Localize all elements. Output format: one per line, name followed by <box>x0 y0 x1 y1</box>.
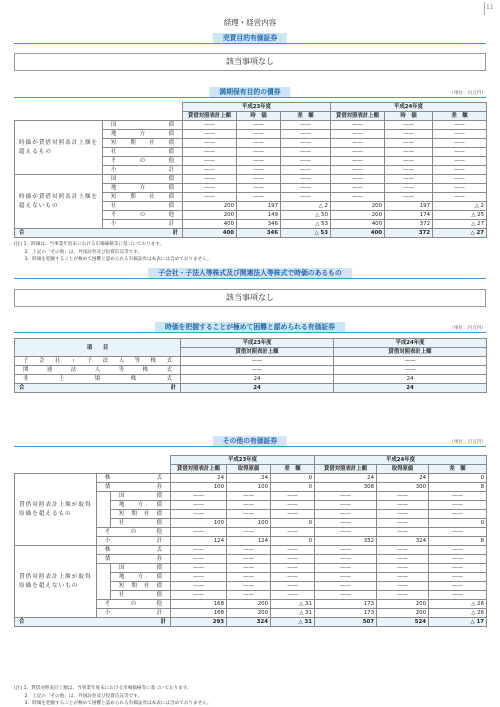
htm-col-diff-2: 差 額 <box>433 112 487 121</box>
other-cell: —— <box>377 519 429 528</box>
page-number-rule <box>484 2 485 15</box>
other-col-cost-2: 取得原価 <box>377 465 429 474</box>
difficult-cell: —— <box>181 366 334 375</box>
other-cell: —— <box>377 582 429 591</box>
other-cell: △ 31 <box>271 600 315 609</box>
htm-cell: —— <box>433 193 487 202</box>
htm-row-label: 小計 <box>103 166 183 175</box>
htm-cell: —— <box>385 148 433 157</box>
other-row-label: 債券 <box>97 555 171 564</box>
htm-cell: —— <box>433 130 487 139</box>
htm-cell: —— <box>237 139 281 148</box>
htm-cell: —— <box>281 130 331 139</box>
other-cell: 100 <box>227 519 271 528</box>
other-row-label: 短期社債 <box>111 510 171 519</box>
other-cell: —— <box>171 546 227 555</box>
htm-cell: —— <box>183 139 237 148</box>
other-cell: —— <box>315 528 377 537</box>
htm-note-line: 2．上記の「その他」は、外国証券及び投資信託等です。 <box>14 249 143 255</box>
htm-total-cell: 346 <box>237 229 281 238</box>
other-cell: —— <box>315 519 377 528</box>
other-cell: 0 <box>271 474 315 483</box>
htm-total-label: 合計 <box>15 229 183 238</box>
difficult-cell: 24 <box>181 375 334 384</box>
htm-cell: —— <box>433 157 487 166</box>
htm-cell: —— <box>237 175 281 184</box>
htm-cell: —— <box>385 121 433 130</box>
other-row-label: 国債 <box>111 564 171 573</box>
other-row-label: 社債 <box>111 591 171 600</box>
htm-group-label: 時価が貸借対照表計上額を超えるもの <box>15 121 103 175</box>
difficult-row-label: 子会社・子法人等株式 <box>15 357 181 366</box>
other-cell: —— <box>377 528 429 537</box>
other-row-label: 地方債 <box>111 501 171 510</box>
htm-cell: △ 53 <box>281 220 331 229</box>
other-note-line: 3．時価を把握することが極めて困難と認められる有価証券は本表には含めておりません。 <box>14 701 212 707</box>
other-cell: 8 <box>429 483 487 492</box>
other-cell: 100 <box>171 519 227 528</box>
htm-total-cell: △ 53 <box>281 229 331 238</box>
htm-total-cell: 400 <box>331 229 385 238</box>
other-total-cell: 293 <box>171 618 227 627</box>
other-cell: —— <box>315 582 377 591</box>
other-cell: 200 <box>377 600 429 609</box>
htm-cell: —— <box>281 148 331 157</box>
other-cell: △ 26 <box>429 609 487 618</box>
other-row-label: 短期社債 <box>111 582 171 591</box>
htm-cell: —— <box>331 184 385 193</box>
htm-cell: —— <box>331 148 385 157</box>
htm-year1-header: 平成23年度 <box>183 103 331 112</box>
other-year2-header: 平成24年度 <box>315 456 487 465</box>
htm-cell: 346 <box>237 220 281 229</box>
htm-row-label: 小計 <box>103 220 183 229</box>
other-cell: —— <box>227 591 271 600</box>
htm-cell: △ 25 <box>433 211 487 220</box>
other-cell: —— <box>429 510 487 519</box>
other-cell: △ 31 <box>271 609 315 618</box>
other-cell: —— <box>377 555 429 564</box>
difficult-col-bs-1: 貸借対照表計上額 <box>181 348 334 357</box>
htm-cell: —— <box>331 130 385 139</box>
other-cell: —— <box>171 492 227 501</box>
other-cell: —— <box>377 573 429 582</box>
other-cell: —— <box>271 582 315 591</box>
other-cell: —— <box>271 528 315 537</box>
other-cell: —— <box>429 555 487 564</box>
htm-cell: △ 2 <box>281 202 331 211</box>
other-group-label: 貸借対照表計上額が取得原価を超えないもの <box>15 546 97 618</box>
difficult-cell: —— <box>181 357 334 366</box>
other-corner <box>15 456 171 474</box>
other-cell: —— <box>227 573 271 582</box>
htm-cell: —— <box>237 148 281 157</box>
subsidiary-section-header <box>14 268 486 279</box>
difficult-col-item: 項 目 <box>15 339 181 357</box>
other-cell: 100 <box>171 483 227 492</box>
difficult-total-label: 合計 <box>15 384 181 393</box>
other-cell: —— <box>171 510 227 519</box>
other-note-line: 2．上記の「その他」は、外国証券及び投資信託等です。 <box>14 693 143 699</box>
other-year1-header: 平成23年度 <box>171 456 315 465</box>
htm-cell: —— <box>433 148 487 157</box>
table-row <box>15 366 487 375</box>
htm-total-cell: 372 <box>385 229 433 238</box>
htm-cell: —— <box>281 193 331 202</box>
other-section-title: その他の有価証券 <box>213 436 287 446</box>
page-title: 経理・経営内容 <box>223 18 277 27</box>
htm-cell: —— <box>433 121 487 130</box>
other-col-diff-1: 差 額 <box>271 465 315 474</box>
htm-cell: —— <box>331 193 385 202</box>
htm-cell: —— <box>183 175 237 184</box>
other-cell: —— <box>171 555 227 564</box>
other-cell: —— <box>171 501 227 510</box>
other-cell: —— <box>377 546 429 555</box>
difficult-row-label: 非上場株式 <box>15 375 181 384</box>
other-notes <box>14 685 212 707</box>
htm-cell: —— <box>237 157 281 166</box>
difficult-year2-header: 平成24年度 <box>334 339 487 348</box>
difficult-unit: （単位：百万円） <box>449 326 486 331</box>
subsidiary-na-box: 該当事項なし <box>14 289 486 307</box>
other-cell: —— <box>315 573 377 582</box>
htm-row-label: 社債 <box>103 148 183 157</box>
htm-cell: —— <box>281 121 331 130</box>
other-row-label: 社債 <box>111 519 171 528</box>
other-cell: 24 <box>315 474 377 483</box>
htm-row-label: その他 <box>103 157 183 166</box>
other-cell: —— <box>227 555 271 564</box>
htm-cell: —— <box>183 166 237 175</box>
htm-row-label: 国債 <box>103 175 183 184</box>
other-cell: —— <box>429 564 487 573</box>
other-note-line: (注) 1．貸借対照表計上額は、当事業年度末における市場価格等に基づいております。 <box>14 686 192 691</box>
htm-row-label: 地方債 <box>103 184 183 193</box>
htm-note-line: 3．時価を把握することが極めて困難と認められる有価証券は本表には含めておりません。 <box>14 257 212 263</box>
other-indent-cell <box>97 564 111 600</box>
other-cell: 173 <box>315 600 377 609</box>
other-row-label: 小計 <box>97 609 171 618</box>
htm-cell: —— <box>331 121 385 130</box>
other-cell: —— <box>315 555 377 564</box>
htm-cell: —— <box>183 121 237 130</box>
htm-cell: △ 50 <box>281 211 331 220</box>
other-cell: —— <box>227 582 271 591</box>
other-cell: 200 <box>227 609 271 618</box>
htm-group-label: 時価が貸借対照表計上額を超えないもの <box>15 175 103 229</box>
htm-unit: （単位：百万円） <box>449 91 486 96</box>
other-cell: 124 <box>171 537 227 546</box>
other-total-cell: 524 <box>377 618 429 627</box>
difficult-section-header <box>14 322 486 333</box>
other-cell: —— <box>227 528 271 537</box>
other-cell: 308 <box>315 483 377 492</box>
htm-year2-header: 平成24年度 <box>331 103 487 112</box>
table-row <box>15 375 487 384</box>
other-cell: —— <box>429 591 487 600</box>
other-cell: —— <box>271 510 315 519</box>
htm-cell: —— <box>281 139 331 148</box>
other-row-label: 債券 <box>97 483 171 492</box>
other-total-cell: 507 <box>315 618 377 627</box>
other-cell: —— <box>271 492 315 501</box>
htm-cell: △ 2 <box>433 202 487 211</box>
difficult-year1-header: 平成23年度 <box>181 339 334 348</box>
other-cell: 24 <box>227 474 271 483</box>
htm-total-row <box>15 229 487 238</box>
trading-na-box: 該当事項なし <box>14 53 486 71</box>
other-cell: —— <box>171 591 227 600</box>
other-cell: 173 <box>315 609 377 618</box>
htm-cell: —— <box>237 121 281 130</box>
htm-cell: 372 <box>385 220 433 229</box>
subsidiary-section-title: 子会社・子法人等株式及び関連法人等株式で時価のあるもの <box>148 268 352 278</box>
other-cell: 300 <box>377 483 429 492</box>
htm-cell: —— <box>237 166 281 175</box>
htm-cell: —— <box>385 166 433 175</box>
htm-cell: —— <box>183 193 237 202</box>
difficult-section-title: 時価を把握することが極めて困難と認められる有価証券 <box>155 322 345 332</box>
htm-cell: —— <box>385 157 433 166</box>
htm-total-cell: 400 <box>183 229 237 238</box>
htm-section-title: 満期保有目的の債券 <box>209 87 290 97</box>
other-col-bs-2: 貸借対照表計上額 <box>315 465 377 474</box>
other-total-cell: △ 31 <box>271 618 315 627</box>
other-cell: —— <box>429 492 487 501</box>
other-row-label: 地方債 <box>111 573 171 582</box>
other-cell: 0 <box>429 519 487 528</box>
other-cell: —— <box>271 555 315 564</box>
htm-cell: —— <box>385 139 433 148</box>
other-col-bs-1: 貸借対照表計上額 <box>171 465 227 474</box>
other-cell: —— <box>227 510 271 519</box>
other-cell: 24 <box>171 474 227 483</box>
other-cell: —— <box>227 546 271 555</box>
other-cell: —— <box>429 573 487 582</box>
page-number: 11 <box>486 4 494 11</box>
other-cell: △ 26 <box>429 600 487 609</box>
difficult-col-bs-2: 貸借対照表計上額 <box>334 348 487 357</box>
other-cell: —— <box>429 528 487 537</box>
other-cell: —— <box>315 564 377 573</box>
difficult-cell: —— <box>334 366 487 375</box>
htm-cell: —— <box>385 175 433 184</box>
htm-cell: —— <box>281 184 331 193</box>
htm-cell: —— <box>331 175 385 184</box>
other-cell: 0 <box>271 519 315 528</box>
htm-cell: 197 <box>385 202 433 211</box>
htm-cell: 149 <box>237 211 281 220</box>
htm-row-label: その他 <box>103 211 183 220</box>
htm-col-mv-2: 時 価 <box>385 112 433 121</box>
htm-notes <box>14 241 212 264</box>
htm-col-bs-1: 貸借対照表計上額 <box>183 112 237 121</box>
other-col-cost-1: 取得原価 <box>227 465 271 474</box>
other-cell: —— <box>227 492 271 501</box>
htm-cell: 200 <box>331 202 385 211</box>
htm-cell: —— <box>385 193 433 202</box>
other-total-cell: △ 17 <box>429 618 487 627</box>
htm-cell: —— <box>385 184 433 193</box>
htm-table <box>14 102 487 238</box>
htm-row-label: 地方債 <box>103 130 183 139</box>
other-cell: —— <box>315 546 377 555</box>
htm-cell: —— <box>281 157 331 166</box>
other-cell: —— <box>377 492 429 501</box>
difficult-cell: —— <box>334 357 487 366</box>
other-cell: 0 <box>429 474 487 483</box>
htm-corner <box>15 103 183 121</box>
other-cell: 124 <box>227 537 271 546</box>
difficult-row-label: 関連法人等株式 <box>15 366 181 375</box>
other-cell: 8 <box>429 537 487 546</box>
other-row-label: 国債 <box>111 492 171 501</box>
htm-cell: —— <box>433 175 487 184</box>
other-cell: —— <box>429 501 487 510</box>
htm-cell: —— <box>183 184 237 193</box>
other-section-header <box>14 436 486 447</box>
htm-cell: 400 <box>331 220 385 229</box>
other-cell: —— <box>377 510 429 519</box>
htm-cell: 197 <box>237 202 281 211</box>
other-table <box>14 455 487 627</box>
other-cell: —— <box>271 591 315 600</box>
other-cell: —— <box>315 492 377 501</box>
other-cell: —— <box>227 501 271 510</box>
htm-cell: —— <box>281 166 331 175</box>
htm-cell: 200 <box>183 211 237 220</box>
other-total-label: 合計 <box>15 618 171 627</box>
other-unit: （単位：百万円） <box>449 440 486 445</box>
other-cell: —— <box>377 564 429 573</box>
other-cell: 24 <box>377 474 429 483</box>
htm-row-label: 国債 <box>103 121 183 130</box>
htm-cell: —— <box>237 130 281 139</box>
other-cell: —— <box>171 564 227 573</box>
other-row-label: 株式 <box>97 546 171 555</box>
other-row-label: その他 <box>97 528 171 537</box>
difficult-total-cell: 24 <box>181 384 334 393</box>
difficult-total-row <box>15 384 487 393</box>
htm-cell: —— <box>433 166 487 175</box>
htm-cell: —— <box>385 130 433 139</box>
htm-cell: —— <box>237 193 281 202</box>
htm-cell: —— <box>183 148 237 157</box>
htm-col-diff-1: 差 額 <box>281 112 331 121</box>
other-cell: —— <box>271 564 315 573</box>
htm-cell: —— <box>281 175 331 184</box>
htm-cell: —— <box>331 166 385 175</box>
htm-cell: —— <box>331 139 385 148</box>
htm-total-cell: △ 27 <box>433 229 487 238</box>
other-row-label: 小計 <box>97 537 171 546</box>
htm-cell: —— <box>237 184 281 193</box>
other-row-label: その他 <box>97 600 171 609</box>
other-cell: —— <box>271 546 315 555</box>
other-cell: —— <box>171 528 227 537</box>
other-cell: —— <box>315 591 377 600</box>
other-cell: 324 <box>377 537 429 546</box>
htm-cell: —— <box>183 157 237 166</box>
other-total-cell: 324 <box>227 618 271 627</box>
htm-cell: —— <box>331 157 385 166</box>
htm-row-label: 短期社債 <box>103 193 183 202</box>
other-cell: —— <box>315 510 377 519</box>
htm-cell: 200 <box>331 211 385 220</box>
htm-note-line: (注) 1．時価は、当事業年度末における市場価格等に基づいております。 <box>14 242 165 247</box>
difficult-table <box>14 338 487 393</box>
table-row <box>15 357 487 366</box>
trading-section-header <box>14 33 486 44</box>
trading-section-title: 売買目的有価証券 <box>213 33 287 43</box>
other-cell: 200 <box>227 600 271 609</box>
htm-col-mv-1: 時 価 <box>237 112 281 121</box>
other-cell: 200 <box>377 609 429 618</box>
other-cell: 168 <box>171 609 227 618</box>
other-cell: 0 <box>271 483 315 492</box>
htm-cell: 200 <box>183 202 237 211</box>
other-indent-cell <box>97 492 111 528</box>
htm-cell: 400 <box>183 220 237 229</box>
other-row-label: 株式 <box>97 474 171 483</box>
difficult-total-cell: 24 <box>334 384 487 393</box>
table-row <box>15 546 487 555</box>
other-col-diff-2: 差 額 <box>429 465 487 474</box>
other-cell: —— <box>315 501 377 510</box>
other-group-label: 貸借対照表計上額が取得原価を超えるもの <box>15 474 97 546</box>
htm-cell: —— <box>183 130 237 139</box>
other-cell: —— <box>171 582 227 591</box>
other-cell: 168 <box>171 600 227 609</box>
table-row <box>15 474 487 483</box>
htm-col-bs-2: 貸借対照表計上額 <box>331 112 385 121</box>
other-cell: —— <box>171 573 227 582</box>
htm-cell: 174 <box>385 211 433 220</box>
table-row <box>15 121 487 130</box>
other-cell: —— <box>271 501 315 510</box>
other-cell: —— <box>429 582 487 591</box>
htm-row-label: 社債 <box>103 202 183 211</box>
other-cell: —— <box>227 564 271 573</box>
difficult-cell: 24 <box>334 375 487 384</box>
other-cell: 100 <box>227 483 271 492</box>
htm-section-header <box>14 87 486 98</box>
htm-cell: —— <box>433 184 487 193</box>
htm-row-label: 短期社債 <box>103 139 183 148</box>
other-total-row <box>15 618 487 627</box>
other-cell: 0 <box>271 537 315 546</box>
other-cell: —— <box>429 546 487 555</box>
htm-cell: △ 27 <box>433 220 487 229</box>
other-cell: —— <box>271 573 315 582</box>
htm-cell: —— <box>433 139 487 148</box>
other-cell: —— <box>377 591 429 600</box>
table-row <box>15 175 487 184</box>
other-cell: 332 <box>315 537 377 546</box>
other-cell: —— <box>377 501 429 510</box>
